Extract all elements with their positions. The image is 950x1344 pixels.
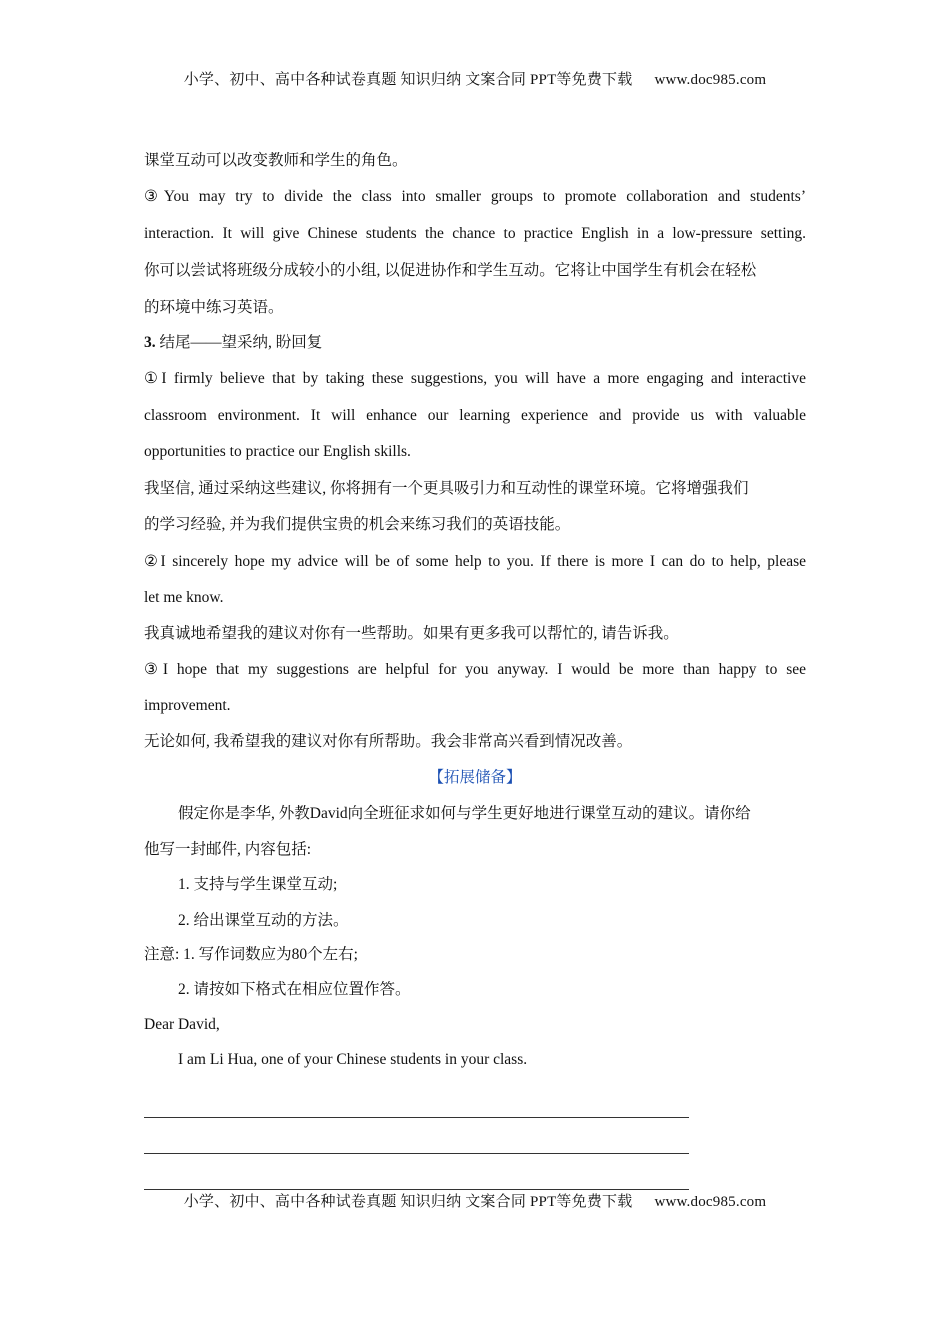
text-line: ③I hope that my suggestions are helpful for you anyway. I would be more than happy to see <box>144 661 806 678</box>
footer-text: 小学、初中、高中各种试卷真题 知识归纳 文案合同 PPT等免费下载 <box>183 1194 633 1210</box>
section-number: 3. <box>144 334 156 351</box>
text-line: 你可以尝试将班级分成较小的小组, 以促进协作和学生互动。它将让中国学生有机会在轻松 <box>144 262 757 279</box>
section-heading <box>144 326 806 360</box>
text-line: interaction. It will give Chinese students the chance to practice English in a low-pressure setting. <box>144 225 806 242</box>
page-header <box>0 68 950 89</box>
list-item: 1. 支持与学生课堂互动; <box>178 876 338 893</box>
text-line: let me know. <box>144 589 224 606</box>
page-footer <box>0 1190 950 1211</box>
document-body <box>144 143 806 1190</box>
extension-title: 【拓展储备】 <box>428 769 522 786</box>
header-text: 小学、初中、高中各种试卷真题 知识归纳 文案合同 PPT等免费下载 <box>183 72 633 88</box>
text-line: 我真诚地希望我的建议对你有一些帮助。如果有更多我可以帮忙的, 请告诉我。 <box>144 625 679 642</box>
header-url[interactable]: www.doc985.com <box>654 72 767 88</box>
text-line: ③You may try to divide the class into smaller groups to promote collaboration and students’ <box>144 188 806 205</box>
section-title: 结尾——望采纳, 盼回复 <box>155 334 323 351</box>
text-line: 假定你是李华, 外教David向全班征求如何与学生更好地进行课堂互动的建议。请你给 <box>178 805 751 822</box>
text-line: 课堂互动可以改变教师和学生的角色。 <box>144 152 408 169</box>
text-line: 的环境中练习英语。 <box>144 299 284 316</box>
text-line: 无论如何, 我希望我的建议对你有所帮助。我会非常高兴看到情况改善。 <box>144 733 633 750</box>
answer-line[interactable] <box>144 1077 689 1118</box>
list-item: 2. 给出课堂互动的方法。 <box>178 912 349 929</box>
text-line: ①I firmly believe that by taking these suggestions, you will have a more engaging and interactive <box>144 370 806 387</box>
list-item: 2. 请按如下格式在相应位置作答。 <box>178 981 411 998</box>
text-line: 我坚信, 通过采纳这些建议, 你将拥有一个更具吸引力和互动性的课堂环境。它将增强我们 <box>144 480 749 497</box>
text-line: ②I sincerely hope my advice will be of some help to you. If there is more I can do to help, please <box>144 553 806 570</box>
text-line: improvement. <box>144 697 231 714</box>
letter-opening: I am Li Hua, one of your Chinese students in your class. <box>178 1051 528 1068</box>
text-line: 他写一封邮件, 内容包括: <box>144 841 312 858</box>
text-line: 注意: 1. 写作词数应为80个左右; <box>144 946 358 963</box>
footer-url[interactable]: www.doc985.com <box>654 1194 767 1210</box>
text-line: classroom environment. It will enhance our learning experience and provide us with valuable <box>144 407 806 424</box>
letter-salutation: Dear David, <box>144 1016 220 1033</box>
text-line: 的学习经验, 并为我们提供宝贵的机会来练习我们的英语技能。 <box>144 516 571 533</box>
answer-line[interactable] <box>144 1118 689 1154</box>
answer-line[interactable] <box>144 1154 689 1190</box>
text-line: opportunities to practice our English skills. <box>144 443 411 460</box>
